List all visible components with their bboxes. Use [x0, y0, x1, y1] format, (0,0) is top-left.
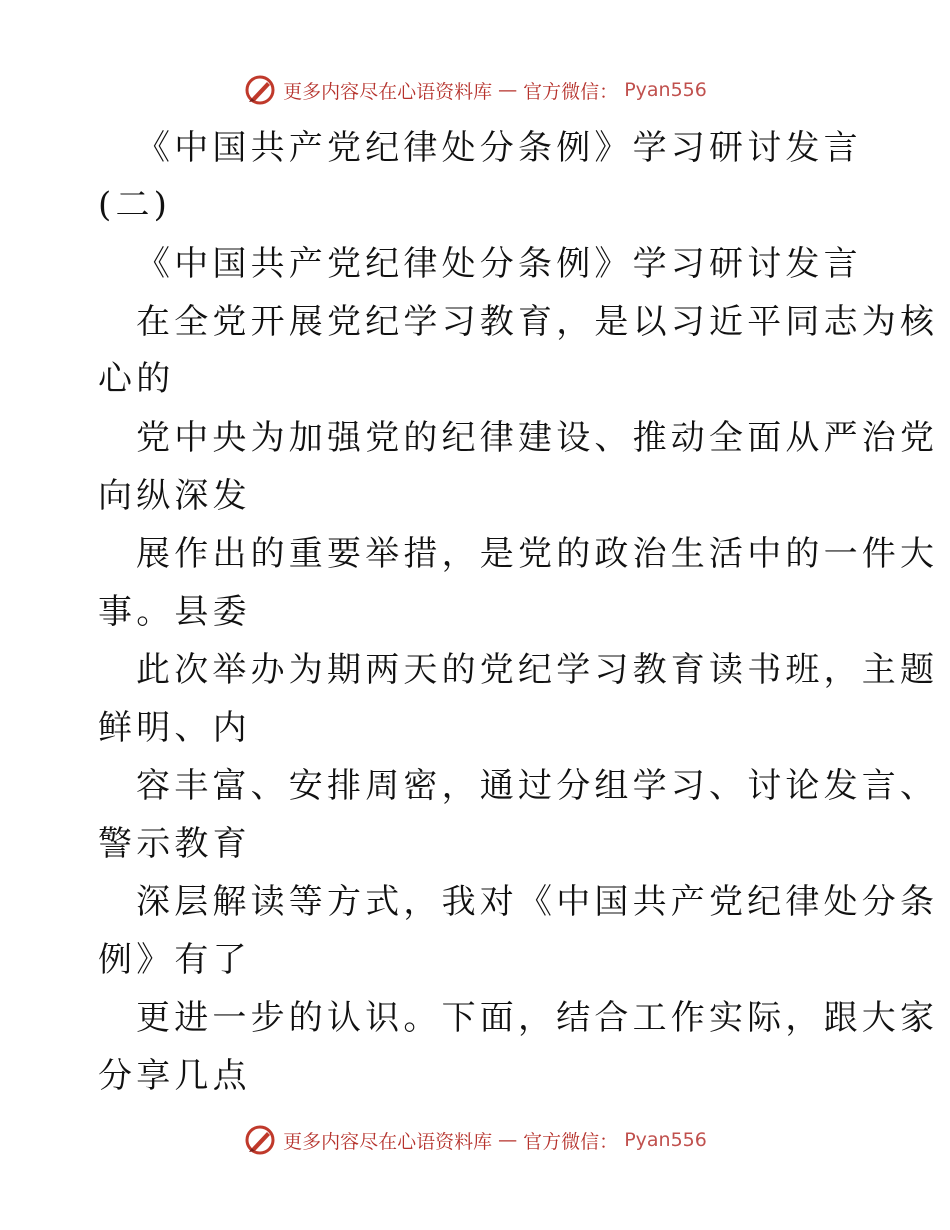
doc-title: 《中国共产党纪律处分条例》学习研讨发言	[136, 128, 862, 168]
section-heading: 《中国共产党纪律处分条例》学习研讨发言	[136, 244, 862, 284]
paragraph-line: 党中央为加强党的纪律建设、推动全面从严治党	[136, 418, 939, 458]
paragraph-line: 深层解读等方式，我对《中国共产党纪律处分条	[136, 882, 939, 922]
paragraph-line: 警示教育	[98, 824, 251, 864]
pen-logo-icon	[243, 73, 277, 107]
footer-watermark	[0, 1120, 950, 1160]
paragraph-line: 此次举办为期两天的党纪学习教育读书班，主题	[136, 650, 939, 690]
paragraph-line: 展作出的重要举措，是党的政治生活中的一件大	[136, 534, 939, 574]
paragraph-line: 鲜明、内	[98, 708, 251, 748]
doc-subtitle: (二)	[98, 185, 172, 225]
paragraph-line: 容丰富、安排周密，通过分组学习、讨论发言、	[136, 766, 939, 806]
paragraph-line: 分享几点	[98, 1056, 251, 1096]
watermark-label: 官方微信：	[523, 1130, 619, 1153]
watermark-dash: —	[498, 1129, 518, 1151]
watermark-dash: —	[498, 79, 518, 101]
paragraph-line: 心的	[98, 359, 175, 399]
watermark-text: 更多内容尽在心语资料库	[283, 1130, 493, 1153]
header-watermark	[0, 70, 950, 110]
watermark-id: Pyan556	[624, 79, 707, 101]
paragraph-line: 向纵深发	[98, 476, 251, 516]
paragraph-line: 事。县委	[98, 592, 251, 632]
watermark-id: Pyan556	[624, 1129, 707, 1151]
watermark-label: 官方微信：	[523, 80, 619, 103]
paragraph-line: 在全党开展党纪学习教育，是以习近平同志为核	[136, 302, 939, 342]
watermark-text: 更多内容尽在心语资料库	[283, 80, 493, 103]
pen-logo-icon	[243, 1123, 277, 1157]
paragraph-line: 更进一步的认识。下面，结合工作实际，跟大家	[136, 998, 939, 1038]
paragraph-line: 例》有了	[98, 940, 251, 980]
